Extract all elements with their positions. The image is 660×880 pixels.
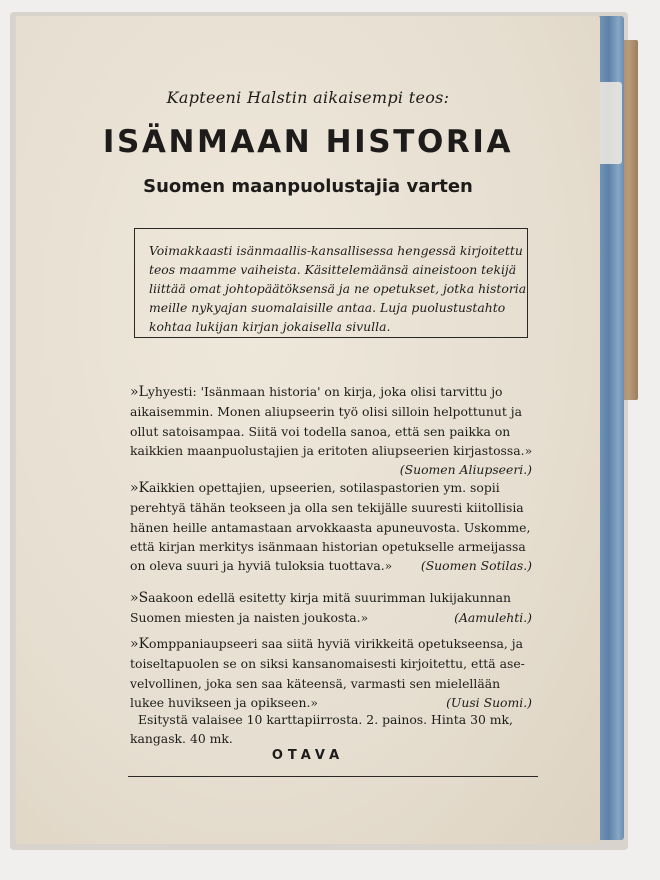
- quote-line-with-source: [130, 608, 532, 627]
- intro-line: Kapteeni Halstin aikaisempi teos:: [166, 88, 450, 107]
- quote-source: (Aamulehti.): [454, 610, 532, 626]
- edition-note: [130, 710, 532, 749]
- back-cover: [16, 16, 600, 844]
- quote-source: (Suomen Sotilas.): [420, 558, 532, 574]
- quote-line: hänen heille antamastaan arvokkaasta apuneuvosta. Uskomme,: [130, 519, 531, 535]
- review-quote: [130, 588, 532, 628]
- description-line: Voimakkaasti isänmaallis-kansallisessa hengessä kirjoitettu: [149, 243, 523, 258]
- quote-line: on oleva suuri ja hyviä tuloksia tuottava.»: [130, 558, 393, 574]
- bottom-rule: [128, 776, 538, 777]
- quote-line: kaikkien maanpuolustajien ja eritoten aliupseerien kirjastossa.»: [130, 442, 533, 458]
- edition-line: Esitystä valaisee 10 karttapiirrosta. 2. painos. Hinta 30 mk,: [138, 712, 513, 727]
- quote-source: (Uusi Suomi.): [446, 694, 532, 710]
- book-subtitle: Suomen maanpuolustajia varten: [143, 176, 473, 197]
- quote-line: »Komppaniaupseeri saa siitä hyviä virikkeitä opetukseensa, ja: [130, 636, 524, 652]
- description-line: meille nykyajan suomalaisille antaa. Luja puolustustahto: [149, 300, 506, 315]
- quote-line: »Saakoon edellä esitetty kirja mitä suurimman lukijakunnan: [130, 590, 512, 606]
- price-line: kangask. 40 mk.: [130, 731, 233, 747]
- quote-line: aikaisemmin. Monen aliupseerin työ olisi silloin helpottunut ja: [130, 404, 522, 420]
- review-quote: [130, 478, 532, 575]
- publisher-name: OTAVA: [271, 748, 345, 763]
- quote-line: »Lyhyesti: 'Isänmaan historia' on kirja, joka olisi tarvittu jo: [130, 384, 503, 400]
- quote-line: »Kaikkien opettajien, upseerien, sotilaspastorien ym. sopii: [130, 480, 500, 496]
- quote-line: ollut satoisampaa. Siitä voi todella sanoa, että sen paikka on: [130, 423, 511, 439]
- quote-line: lukee huvikseen ja opikseen.»: [130, 694, 318, 710]
- quote-line-with-source: [130, 556, 532, 575]
- quote-line: velvollinen, joka sen saa käteensä, varmasti sen mielellään: [130, 675, 501, 691]
- review-quote: [130, 382, 532, 479]
- review-quote: [130, 634, 532, 712]
- description-line: kohtaa lukijan kirjan jokaisella sivulla.: [149, 319, 391, 334]
- quote-line: Suomen miesten ja naisten joukosta.»: [130, 610, 369, 626]
- quote-line: toiseltapuolen se on siksi kansanomaisesti kirjoitettu, että ase-: [130, 656, 525, 672]
- description-box: [134, 228, 528, 338]
- quote-source: (Suomen Aliupseeri.): [399, 462, 532, 478]
- description-line: teos maamme vaiheista. Käsittelemäänsä aineistoon tekijä: [149, 262, 517, 277]
- quote-line: perehtyä tähän teokseen ja olla sen tekijälle suuresti kiitollisia: [130, 500, 524, 516]
- description-line: liittää omat johtopäätöksensä ja ne opetukset, jotka historia: [149, 281, 527, 296]
- quote-line: että kirjan merkitys isänmaan historian opetukselle armeijassa: [130, 538, 526, 554]
- book-title: ISÄNMAAN HISTORIA: [102, 124, 514, 160]
